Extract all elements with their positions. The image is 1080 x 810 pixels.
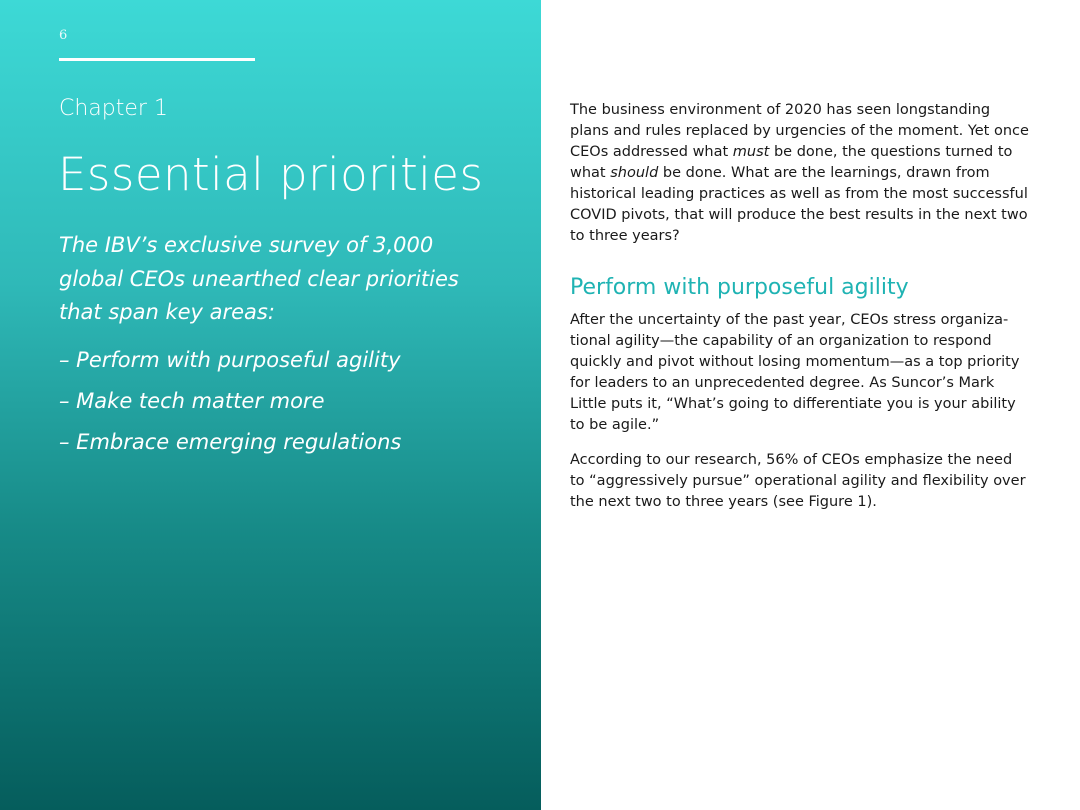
priority-item: – Embrace emerging regulations <box>59 430 402 454</box>
emphasis-must: must <box>732 144 770 160</box>
paragraph-segment: be done, the questions turned to what <box>570 144 1013 181</box>
chapter-label: Chapter 1 <box>59 96 168 121</box>
body-paragraph-intro <box>570 100 1030 247</box>
priority-item: – Make tech matter more <box>59 389 325 413</box>
paragraph-segment: The business environment of 2020 has seen longstanding plans and rules replaced by urgencies of the moment. Yet once CEOs addressed what <box>570 102 1029 160</box>
paragraph-segment: be done. What are the learnings, drawn from historical leading practices as well as from the most successful COVID pivots, that will produce the best results in the next two to three years? <box>570 165 1028 244</box>
body-paragraph-research: According to our research, 56% of CEOs emphasize the need to “aggressively pursue” operational agility and flexibility over the next two to three years (see Figure 1). <box>570 452 1026 510</box>
priority-list <box>59 343 401 466</box>
body-paragraph-agility: After the uncertainty of the past year, CEOs stress organiza-tional agility—the capability of an organization to respond quickly and pivot without losing momentum—as a top priority for leaders to an unprecedented degree. As Suncor’s Mark Little puts it, “What’s going to differentiate you is your ability to be agile.” <box>570 312 1020 433</box>
priority-item: – Perform with purposeful agility <box>59 348 401 372</box>
intro-text: The IBV’s exclusive survey of 3,000 global CEOs unearthed clear priorities that span key areas: <box>59 233 459 324</box>
subheading-agility: Perform with purposeful agility <box>570 275 909 300</box>
emphasis-should: should <box>610 165 659 181</box>
page-number: 6 <box>59 28 68 43</box>
section-title: Essential priorities <box>58 148 484 201</box>
page-number-rule <box>59 58 255 61</box>
